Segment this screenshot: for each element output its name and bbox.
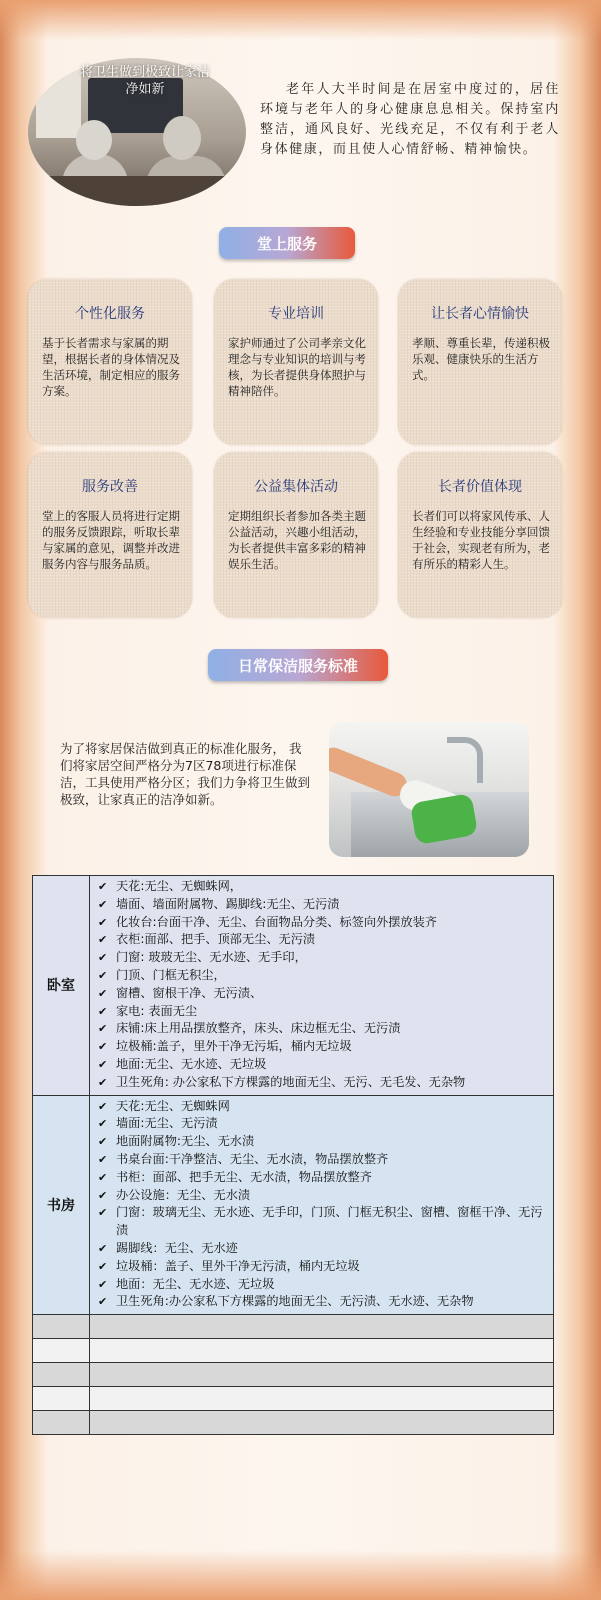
table-row-study xyxy=(33,1095,554,1315)
table-row-empty xyxy=(33,1339,554,1363)
table-row-empty xyxy=(33,1387,554,1411)
card-title: 专业培训 xyxy=(268,306,324,322)
checklist-item: ✔ 天花:无尘、无蜘蛛网， xyxy=(96,878,549,896)
checklist-item: ✔ 窗槽、窗根干净、无污渍、 xyxy=(96,985,549,1003)
card-title: 让长者心情愉快 xyxy=(431,306,529,322)
card-title: 服务改善 xyxy=(82,479,138,495)
checklist-item: ✔ 衣柜:面部、把手、顶部无尘、无污渍 xyxy=(96,931,549,949)
room-label-study: 书房 xyxy=(33,1095,90,1315)
cleaning-intro-text: 为了将家居保洁做到真正的标准化服务， 我们将家居空间严格分为7区78项进行标准保洁，工具使用严格分区；我们力争将卫生做到极致，让家真正的洁净如新。 xyxy=(60,741,311,807)
checklist-item: ✔ 办公设施：无尘、无水渍 xyxy=(96,1187,549,1205)
card-body: 家护师通过了公司孝亲文化理念与专业知识的培训与考核，为长者提供身体照护与精神陪伴。 xyxy=(228,336,366,398)
card-professional-training xyxy=(214,279,378,445)
checklist-item: ✔ 垃圾桶：盖子、里外干净无污渍，桶内无垃圾 xyxy=(96,1258,549,1276)
checklist-item: ✔ 书柜：面部、把手无尘、无水渍，物品摆放整齐 xyxy=(96,1169,549,1187)
cleaning-standard-table xyxy=(32,875,554,1435)
checklist-item: ✔ 墙面:无尘、无污渍 xyxy=(96,1115,549,1133)
table-row-empty xyxy=(33,1363,554,1387)
card-body: 基于长者需求与家属的期望，根据长者的身体情况及生活环境，制定相应的服务方案。 xyxy=(42,336,180,398)
card-title: 长者价值体现 xyxy=(438,479,522,495)
hero-caption: 将卫生做到极致让家洁净如新 xyxy=(80,65,211,97)
table-row-empty xyxy=(33,1411,554,1435)
card-elder-value xyxy=(398,452,562,618)
section-title-services: 堂上服务 xyxy=(219,227,355,259)
card-body: 长者们可以将家风传承、人生经验和专业技能分享回馈于社会，实现老有所为，老有所乐的精彩人生。 xyxy=(412,509,550,571)
card-title: 个性化服务 xyxy=(75,306,145,322)
bottom-border-fade xyxy=(0,1550,601,1600)
top-border-fade xyxy=(0,0,601,40)
card-personalized-service xyxy=(28,279,192,445)
card-body: 定期组织长者参加各类主题公益活动，兴趣小组活动，为长者提供丰富多彩的精神娱乐生活。 xyxy=(228,509,366,571)
checklist-item: ✔ 门窗: 玻玻无尘、无水迹、无手印， xyxy=(96,949,549,967)
table-row-empty xyxy=(33,1315,554,1339)
bedroom-checklist xyxy=(96,878,549,1092)
intro-paragraph: 老年人大半时间是在居室中度过的，居住环境与老年人的身心健康息息相关。保持室内整洁，通风良好、光线充足，不仅有利于老人身体健康，而且使人心情舒畅、精神愉快。 xyxy=(260,82,560,157)
checklist-item: ✔ 门窗：玻璃无尘、无水迹、无手印，门顶、门框无积尘、窗槽、窗框干净、无污渍 xyxy=(96,1204,549,1240)
checklist-item: ✔ 卫生死角:办公家私下方棵露的地面无尘、无污渍、无水迹、无杂物 xyxy=(96,1293,549,1311)
checklist-item: ✔ 书桌台面:干净整洁、无尘、无水渍，物品摆放整齐 xyxy=(96,1151,549,1169)
card-service-improvement xyxy=(28,452,192,618)
checklist-item: ✔ 天花:无尘、无蜘蛛网 xyxy=(96,1098,549,1116)
checklist-item: ✔ 家电: 表面无尘 xyxy=(96,1003,549,1021)
checklist-item: ✔ 地面：无尘、无水迹、无垃圾 xyxy=(96,1276,549,1294)
section-title-cleaning-standard: 日常保洁服务标准 xyxy=(208,649,388,681)
checklist-item: ✔ 卫生死角: 办公家私下方棵露的地面无尘、无污、无毛发、无杂物 xyxy=(96,1074,549,1092)
checklist-item: ✔ 地面附属物:无尘、无水渍 xyxy=(96,1133,549,1151)
card-happy-elders xyxy=(398,279,562,445)
card-title: 公益集体活动 xyxy=(254,479,338,495)
card-public-activities xyxy=(214,452,378,618)
checklist-item: ✔ 门顶、门框无积尘， xyxy=(96,967,549,985)
checklist-item: ✔ 地面:无尘、无水迹、无垃圾 xyxy=(96,1056,549,1074)
study-checklist xyxy=(96,1098,549,1312)
checklist-item: ✔ 化妆台:台面干净、无尘、台面物品分类、标签向外摆放装齐 xyxy=(96,914,549,932)
table-row-bedroom xyxy=(33,876,554,1096)
checklist-item: ✔ 踢脚线：无尘、无水迹 xyxy=(96,1240,549,1258)
card-body: 堂上的客服人员将进行定期的服务反馈跟踪，听取长辈与家属的意见，调整并改进服务内容与服务品质。 xyxy=(42,509,180,571)
sink-cleaning-photo xyxy=(329,722,529,857)
room-label-bedroom: 卧室 xyxy=(33,876,90,1096)
checklist-item: ✔ 墙面、墙面附属物、踢脚线:无尘、无污渍 xyxy=(96,896,549,914)
checklist-item: ✔ 床铺:床上用品摆放整齐，床头、床边框无尘、无污渍 xyxy=(96,1020,549,1038)
card-body: 孝顺、尊重长辈，传递积极乐观、健康快乐的生活方式。 xyxy=(412,336,550,382)
checklist-item: ✔ 垃极桶:盖子，里外干净无污垢，桶内无垃圾 xyxy=(96,1038,549,1056)
